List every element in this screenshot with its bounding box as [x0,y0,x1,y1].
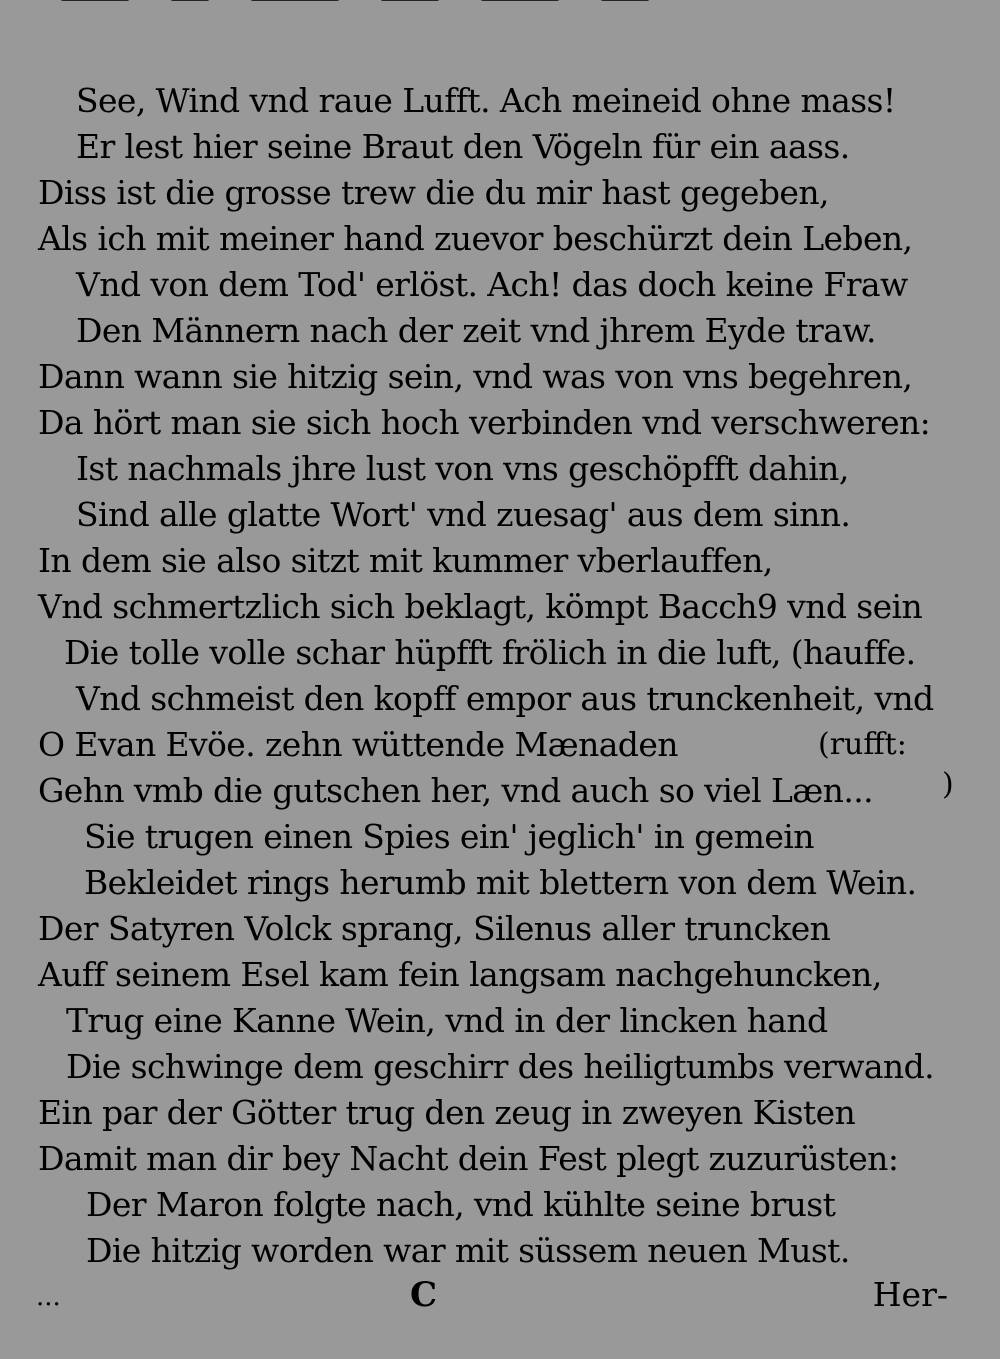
verse-line-1: See, Wind vnd raue Lufft. Ach meineid ohne mass! [76,81,896,120]
verse-line-20: Auff seinem Esel kam fein langsam nachgehuncken, [38,955,882,994]
margin-specks: ... [36,1282,61,1312]
verse-line-11: In dem sie also sitzt mit kummer vberlauffen, [38,541,773,580]
margin-note-rufft: (rufft: [818,727,907,762]
verse-line-6: Den Männern nach der zeit vnd jhrem Eyde traw. [76,311,876,350]
verse-line-22: Die schwinge dem geschirr des heiligtumbs verwand. [66,1047,934,1086]
cropped-previous-line [60,0,920,6]
verse-line-25: Der Maron folgte nach, vnd kühlte seine brust [86,1185,836,1224]
verse-line-26: Die hitzig worden war mit süssem neuen Must. [86,1231,850,1270]
margin-note-paren: ) [942,767,954,802]
verse-line-4: Als ich mit meiner hand zuevor beschürzt dein Leben, [38,219,913,258]
catchword: Her- [872,1275,948,1314]
verse-line-16: Gehn vmb die gutschen her, vnd auch so viel Læn... [38,771,874,810]
verse-line-12: Vnd schmertzlich sich beklagt, kömpt Bacch9 vnd sein [38,587,923,626]
verse-line-15: O Evan Evöe. zehn wüttende Mænaden [38,725,678,764]
verse-line-13: Die tolle volle schar hüpfft frölich in die luft, (hauffe. [64,633,916,672]
signature-mark: C [410,1275,438,1315]
verse-line-23: Ein par der Götter trug den zeug in zweyen Kisten [38,1093,856,1132]
verse-line-19: Der Satyren Volck sprang, Silenus aller truncken [38,909,831,948]
verse-line-10: Sind alle glatte Wort' vnd zuesag' aus dem sinn. [76,495,851,534]
verse-line-3: Diss ist die grosse trew die du mir hast gegeben, [38,173,829,212]
verse-line-8: Da hört man sie sich hoch verbinden vnd verschweren: [38,403,931,442]
verse-line-24: Damit man dir bey Nacht dein Fest plegt zuzurüsten: [38,1139,899,1178]
verse-line-5: Vnd von dem Tod' erlöst. Ach! das doch keine Fraw [76,265,908,304]
page-footer [0,1272,1000,1322]
verse-line-17: Sie trugen einen Spies ein' jeglich' in gemein [84,817,814,856]
verse-line-7: Dann wann sie hitzig sein, vnd was von vns begehren, [38,357,913,396]
verse-line-9: Ist nachmals jhre lust von vns geschöpfft dahin, [76,449,849,488]
verse-line-21: Trug eine Kanne Wein, vnd in der lincken hand [66,1001,828,1040]
verse-line-14: Vnd schmeist den kopff empor aus trunckenheit, vnd [76,679,934,718]
verse-line-18: Bekleidet rings herumb mit blettern von dem Wein. [84,863,917,902]
verse-line-2: Er lest hier seine Braut den Vögeln für ein aass. [76,127,850,166]
